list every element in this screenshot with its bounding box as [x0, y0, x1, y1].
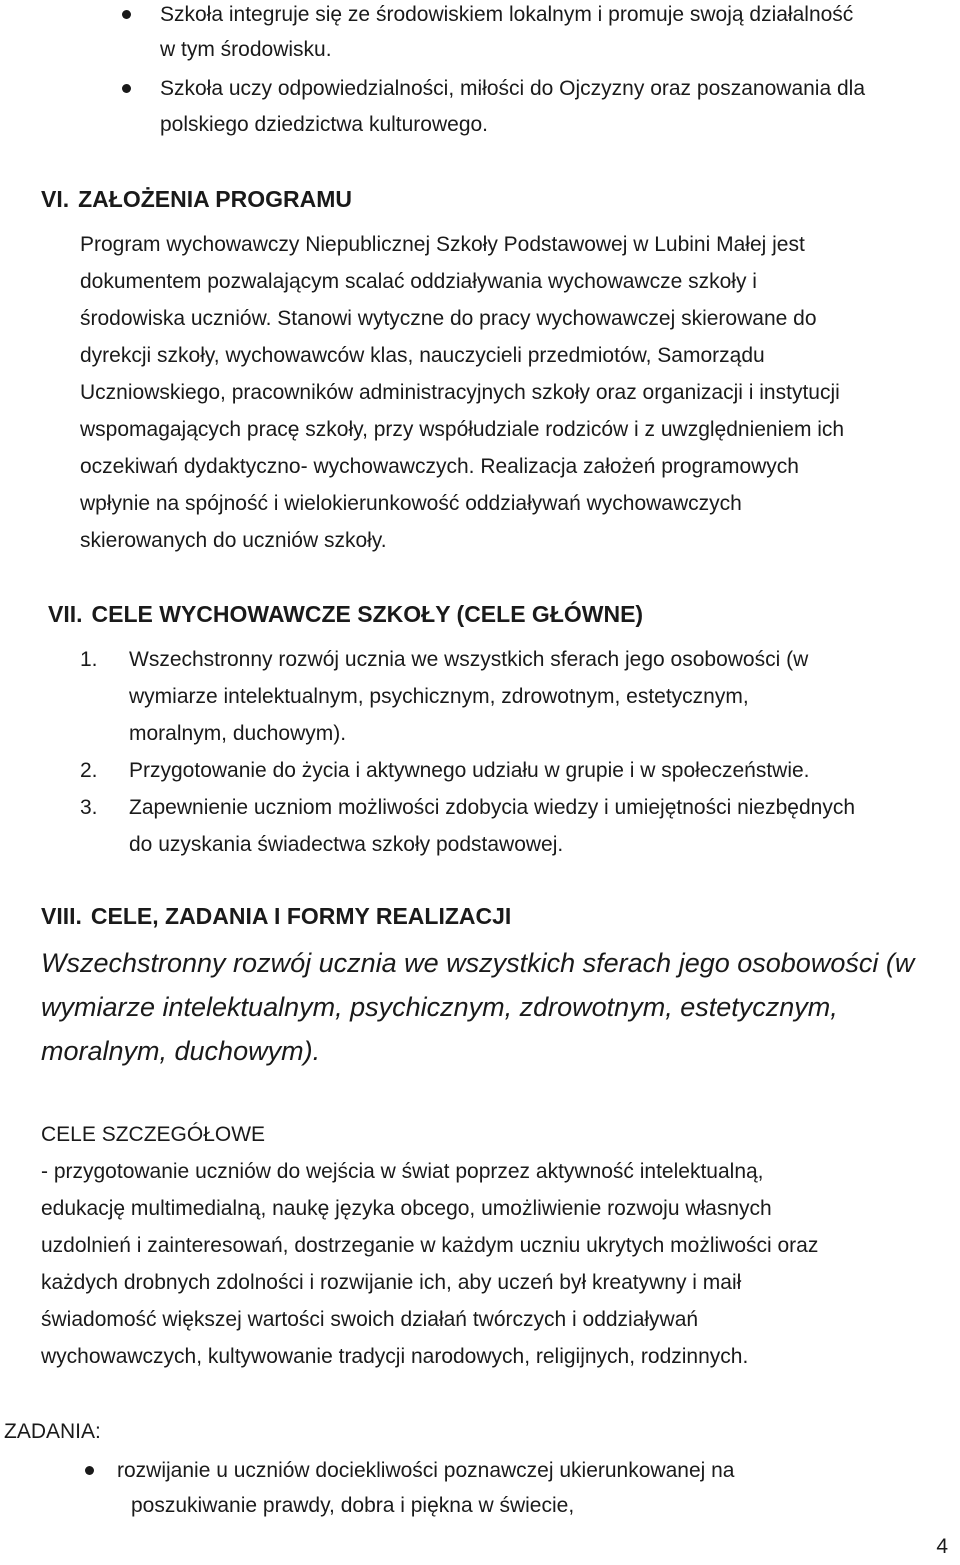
- list-item-line: Przygotowanie do życia i aktywnego udziału w grupie i w społeczeństwie.: [129, 759, 810, 782]
- section-heading-viii: [41, 903, 511, 930]
- list-item: [80, 789, 960, 863]
- goals-list: [80, 641, 960, 863]
- list-item: [80, 752, 960, 789]
- paragraph-line: dyrekcji szkoły, wychowawców klas, nauczycieli przedmiotów, Samorządu: [80, 344, 765, 367]
- detailed-goals-heading: CELE SZCZEGÓŁOWE: [41, 1123, 266, 1146]
- section-vi-paragraph: [80, 226, 960, 559]
- paragraph-line: wpłynie na spójność i wielokierunkowość oddziaływań wychowawczych: [80, 492, 742, 515]
- section-number: VI.: [41, 186, 70, 212]
- bullet-dot: [122, 84, 131, 93]
- list-item-line: Wszechstronny rozwój ucznia we wszystkich sferach jego osobowości (w: [129, 648, 809, 671]
- page-number: 4: [936, 1535, 948, 1558]
- italic-line: wymiarze intelektualnym, psychicznym, zdrowotnym, estetycznym,: [41, 992, 838, 1022]
- section-title: CELE, ZADANIA I FORMY REALIZACJI: [90, 903, 512, 929]
- bullet-text: w tym środowisku.: [160, 38, 332, 61]
- paragraph-line: każdych drobnych zdolności i rozwijanie ich, aby uczeń był kreatywny i maił: [41, 1271, 742, 1294]
- tasks-label: ZADANIA:: [4, 1420, 101, 1443]
- paragraph-line: świadomość większej wartości swoich działań twórczych i oddziaływań: [41, 1308, 699, 1331]
- list-item: [80, 641, 960, 752]
- italic-line: moralnym, duchowym).: [41, 1036, 321, 1066]
- section-title: ZAŁOŻENIA PROGRAMU: [78, 186, 352, 212]
- list-number: 1.: [80, 648, 98, 671]
- detailed-goals: [41, 1116, 956, 1375]
- paragraph-line: dokumentem pozwalającym scalać oddziaływania wychowawcze szkoły i: [80, 270, 757, 293]
- paragraph-line: Program wychowawczy Niepublicznej Szkoły Podstawowej w Lubini Małej jest: [80, 233, 805, 256]
- section-number: VIII.: [41, 903, 82, 929]
- paragraph-line: środowiska uczniów. Stanowi wytyczne do pracy wychowawczej skierowane do: [80, 307, 817, 330]
- bullet-text: Szkoła uczy odpowiedzialności, miłości do Ojczyzny oraz poszanowania dla: [160, 77, 866, 100]
- bullet-text: rozwijanie u uczniów dociekliwości poznawczej ukierunkowanej na: [117, 1459, 735, 1482]
- bullet-dot: [122, 10, 131, 19]
- list-item-line: do uzyskania świadectwa szkoły podstawowej.: [129, 833, 564, 856]
- section-heading-vi: [41, 186, 352, 213]
- paragraph-line: edukację multimedialną, naukę języka obcego, umożliwienie rozwoju własnych: [41, 1197, 772, 1220]
- bullet-text: polskiego dziedzictwa kulturowego.: [160, 113, 489, 136]
- list-item-line: moralnym, duchowym).: [129, 722, 347, 745]
- paragraph-line: wspomagających pracę szkoły, przy współudziale rodziców i z uwzględnieniem ich: [80, 418, 845, 441]
- main-goal-italic: [41, 941, 956, 1073]
- paragraph-line: - przygotowanie uczniów do wejścia w świat poprzez aktywność intelektualną,: [41, 1160, 764, 1183]
- paragraph-line: oczekiwań dydaktyczno- wychowawczych. Realizacja założeń programowych: [80, 455, 799, 478]
- paragraph-line: Uczniowskiego, pracowników administracyjnych szkoły oraz organizacji i instytucji: [80, 381, 840, 404]
- list-item-line: wymiarze intelektualnym, psychicznym, zdrowotnym, estetycznym,: [129, 685, 749, 708]
- bullet-text: Szkoła integruje się ze środowiskiem lokalnym i promuje swoją działalność: [160, 3, 854, 26]
- bullet-text: poszukiwanie prawdy, dobra i piękna w świecie,: [131, 1494, 575, 1517]
- paragraph-line: skierowanych do uczniów szkoły.: [80, 529, 387, 552]
- bullet-dot: [85, 1466, 94, 1475]
- list-number: 2.: [80, 759, 98, 782]
- list-item-line: Zapewnienie uczniom możliwości zdobycia wiedzy i umiejętności niezbędnych: [129, 796, 856, 819]
- list-number: 3.: [80, 796, 98, 819]
- section-number: VII.: [48, 601, 83, 627]
- paragraph-line: uzdolnień i zainteresowań, dostrzeganie w każdym uczniu ukrytych możliwości oraz: [41, 1234, 819, 1257]
- section-title: CELE WYCHOWAWCZE SZKOŁY (CELE GŁÓWNE): [91, 601, 644, 627]
- section-heading-vii: [48, 601, 643, 628]
- paragraph-line: wychowawczych, kultywowanie tradycji narodowych, religijnych, rodzinnych.: [41, 1345, 749, 1368]
- italic-line: Wszechstronny rozwój ucznia we wszystkich sferach jego osobowości (w: [41, 948, 915, 978]
